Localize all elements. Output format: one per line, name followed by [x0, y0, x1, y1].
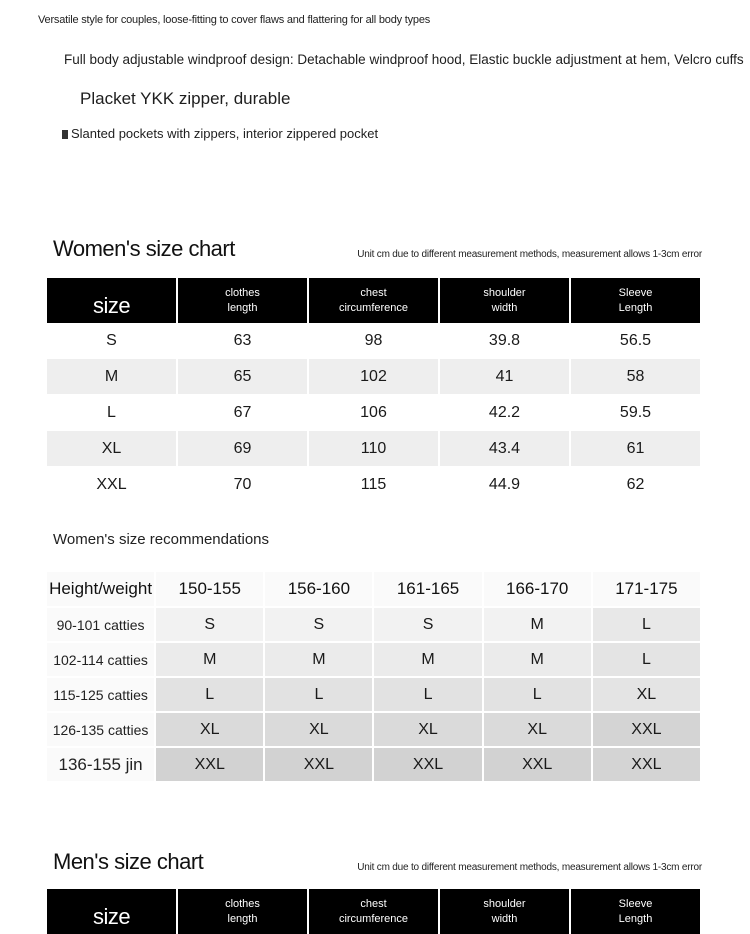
- chest-cell: 110: [309, 431, 438, 467]
- table-row: [47, 713, 700, 746]
- chest-cell: 98: [309, 323, 438, 359]
- weight-label: 136-155 jin: [47, 748, 154, 781]
- chest-cell: 115: [309, 467, 438, 503]
- shoulder-cell: 42.2: [440, 395, 569, 431]
- recommended-size-cell: XXL: [156, 748, 263, 781]
- length-cell: 65: [178, 359, 307, 395]
- recommended-size-cell: S: [156, 608, 263, 641]
- recommended-size-cell: L: [593, 608, 700, 641]
- shoulder-cell: 43.4: [440, 431, 569, 467]
- header-sleeve-length: Sleeve Length: [571, 889, 700, 934]
- sleeve-cell: 62: [571, 467, 700, 503]
- table-row: [47, 608, 700, 641]
- women-size-recommendations-title: Women's size recommendations: [53, 531, 270, 548]
- height-column-header: 156-160: [265, 572, 372, 606]
- men-size-table: [45, 889, 702, 934]
- header-clothes-length: clothes length: [178, 889, 307, 934]
- length-cell: 70: [178, 467, 307, 503]
- recommended-size-cell: M: [156, 643, 263, 676]
- chest-cell: 102: [309, 359, 438, 395]
- men-size-chart-note: Unit cm due to different measurement methods, measurement allows 1-3cm error: [357, 862, 702, 873]
- table-row: [47, 467, 700, 503]
- header-chest-circumference: chest circumference: [309, 278, 438, 323]
- shoulder-cell: 44.9: [440, 467, 569, 503]
- recommended-size-cell: XXL: [374, 748, 481, 781]
- header-clothes-length: clothes length: [178, 278, 307, 323]
- height-column-header: 161-165: [374, 572, 481, 606]
- feature-line-zipper: Placket YKK zipper, durable: [80, 89, 291, 108]
- recommended-size-cell: XXL: [593, 748, 700, 781]
- recommended-size-cell: XXL: [593, 713, 700, 746]
- weight-label: 90-101 catties: [47, 608, 154, 641]
- length-cell: 69: [178, 431, 307, 467]
- women-size-chart-title: Women's size chart: [53, 236, 235, 261]
- table-row: [47, 748, 700, 781]
- length-cell: 67: [178, 395, 307, 431]
- table-row: [47, 431, 700, 467]
- header-shoulder-width: shoulder width: [440, 889, 569, 934]
- header-chest-circumference: chest circumference: [309, 889, 438, 934]
- recommended-size-cell: L: [484, 678, 591, 711]
- sleeve-cell: 61: [571, 431, 700, 467]
- height-column-header: 150-155: [156, 572, 263, 606]
- recommended-size-cell: L: [374, 678, 481, 711]
- sleeve-cell: 58: [571, 359, 700, 395]
- table-row: [47, 359, 700, 395]
- height-column-header: 171-175: [593, 572, 700, 606]
- recommended-size-cell: XXL: [484, 748, 591, 781]
- women-size-recommendation-table: [45, 570, 702, 783]
- height-column-header: 166-170: [484, 572, 591, 606]
- women-size-table: [45, 278, 702, 503]
- men-size-chart-title: Men's size chart: [53, 849, 204, 874]
- recommended-size-cell: XXL: [265, 748, 372, 781]
- size-cell: M: [47, 359, 176, 395]
- feature-line-windproof: Full body adjustable windproof design: Detachable windproof hood, Elastic buckle adjustment at hem, Velcro cuffs: [64, 52, 744, 67]
- recommended-size-cell: XL: [265, 713, 372, 746]
- header-shoulder-width: shoulder width: [440, 278, 569, 323]
- sleeve-cell: 59.5: [571, 395, 700, 431]
- header-size: size: [47, 889, 176, 934]
- feature-line-fit: Versatile style for couples, loose-fitting to cover flaws and flattering for all body types: [38, 14, 431, 26]
- recommended-size-cell: S: [374, 608, 481, 641]
- shoulder-cell: 41: [440, 359, 569, 395]
- recommended-size-cell: XL: [374, 713, 481, 746]
- size-cell: XL: [47, 431, 176, 467]
- recommended-size-cell: XL: [593, 678, 700, 711]
- recommended-size-cell: M: [484, 643, 591, 676]
- recommended-size-cell: L: [265, 678, 372, 711]
- header-size: size: [47, 278, 176, 323]
- table-row: [47, 678, 700, 711]
- recommendation-header-row: [47, 572, 700, 606]
- bullet-icon: [62, 130, 68, 139]
- chest-cell: 106: [309, 395, 438, 431]
- weight-label: 115-125 catties: [47, 678, 154, 711]
- length-cell: 63: [178, 323, 307, 359]
- recommended-size-cell: L: [593, 643, 700, 676]
- header-sleeve-length: Sleeve Length: [571, 278, 700, 323]
- recommended-size-cell: L: [156, 678, 263, 711]
- height-weight-corner: Height/weight: [47, 572, 154, 606]
- size-cell: XXL: [47, 467, 176, 503]
- recommended-size-cell: M: [374, 643, 481, 676]
- table-row: [47, 643, 700, 676]
- men-size-header-row: [47, 889, 700, 934]
- recommended-size-cell: S: [265, 608, 372, 641]
- shoulder-cell: 39.8: [440, 323, 569, 359]
- weight-label: 102-114 catties: [47, 643, 154, 676]
- recommended-size-cell: XL: [484, 713, 591, 746]
- weight-label: 126-135 catties: [47, 713, 154, 746]
- sleeve-cell: 56.5: [571, 323, 700, 359]
- size-cell: L: [47, 395, 176, 431]
- recommended-size-cell: M: [484, 608, 591, 641]
- women-size-chart-note: Unit cm due to different measurement methods, measurement allows 1-3cm error: [357, 249, 702, 260]
- recommended-size-cell: M: [265, 643, 372, 676]
- women-size-header-row: [47, 278, 700, 323]
- recommended-size-cell: XL: [156, 713, 263, 746]
- feature-line-pockets-text: Slanted pockets with zippers, interior zippered pocket: [71, 126, 379, 141]
- table-row: [47, 395, 700, 431]
- feature-line-pockets: [62, 126, 378, 141]
- table-row: [47, 323, 700, 359]
- size-cell: S: [47, 323, 176, 359]
